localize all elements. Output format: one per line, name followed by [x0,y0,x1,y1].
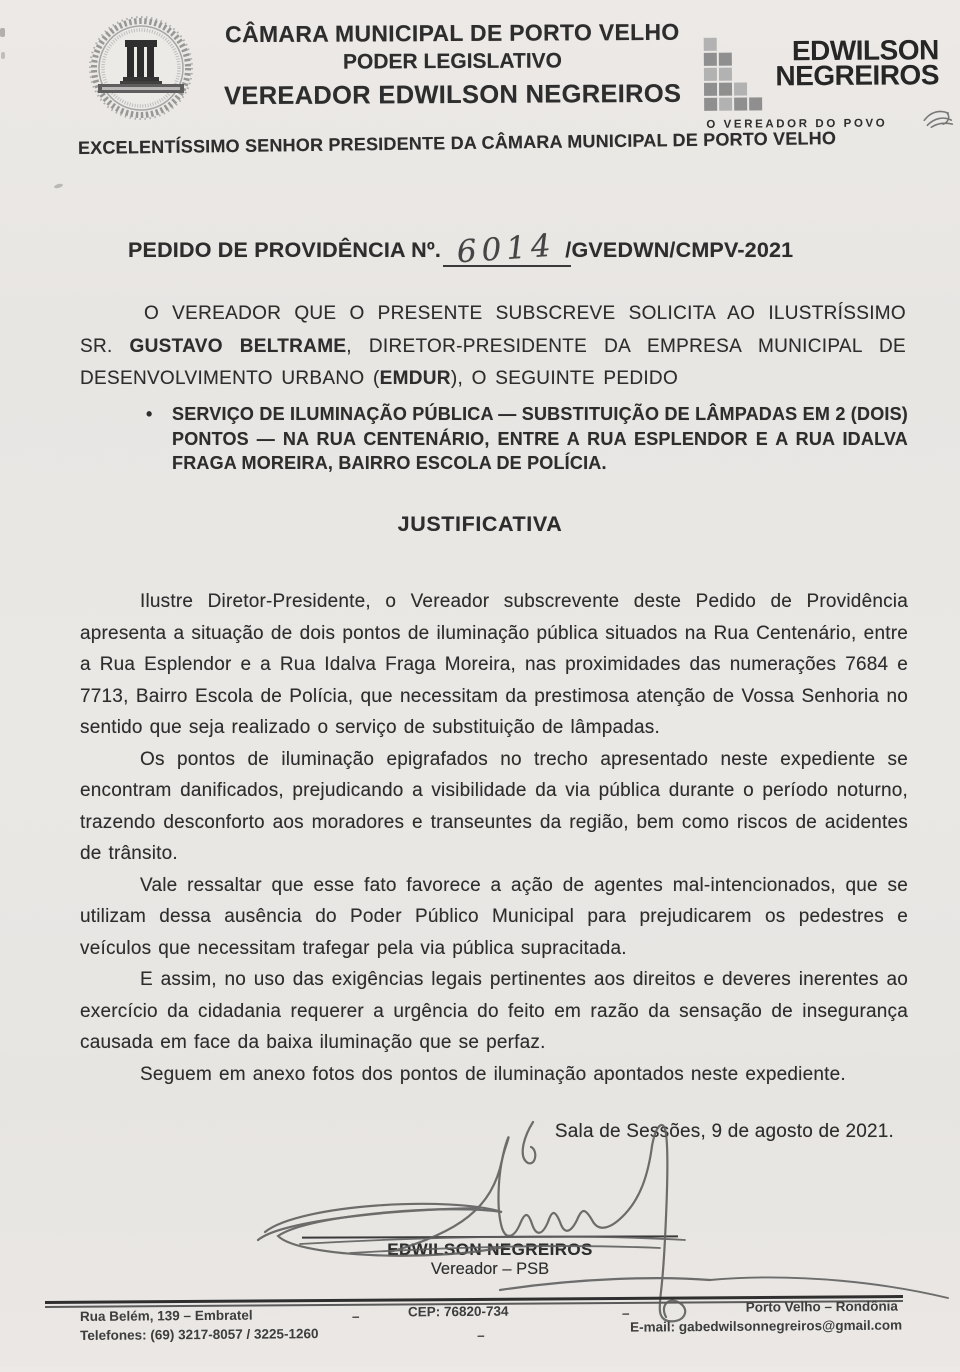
document-title [128,227,908,271]
bullet-icon: • [146,404,153,424]
footer-email: E-mail: gabedwilsonnegreiros@gmail.com [630,1317,903,1335]
logo-name [775,34,940,92]
justification-body [80,586,908,1090]
date-place-line: Sala de Sessões, 9 de agosto de 2021. [554,1121,894,1142]
letterhead [0,12,960,131]
addressee-line: EXCELENTÍSSIMO SENHOR PRESIDENTE DA CÂMARA MUNICIPAL DE PORTO VELHO [77,128,837,158]
footer-city: Porto Velho – Rondônia [745,1298,898,1315]
org-councilman: VEREADOR EDWILSON NEGREIROS [223,79,682,111]
logo-name-line2: NEGREIROS [775,59,940,92]
logo-tagline: O VEREADOR DO POVO [706,117,888,131]
intro-post: ), O SEGUINTE PEDIDO [450,368,679,389]
paragraph-3: Vale ressaltar que esse fato favorece a ação de agentes mal-intencionados, que se utilizam dessa ausência do Poder Público Municipal para prejudicarem os pedestres e veículos que necessitam trafegar pela via pública supracitada. [80,874,908,959]
bullet-text: SERVIÇO DE ILUMINAÇÃO PÚBLICA — SUBSTITUIÇÃO DE LÂMPADAS EM 2 (DOIS) PONTOS — NA RUA CENTENÁRIO, ENTRE A RUA ESPLENDOR E A RUA IDALVA FRAGA MOREIRA, BAIRRO ESCOLA DE POLÍCIA. [172,404,908,473]
scan-smudge [54,183,64,189]
request-intro-paragraph [80,298,906,396]
title-suffix: /GVEDWN/CMPV-2021 [565,238,794,262]
paragraph-1: Ilustre Diretor-Presidente, o Vereador subscrevente deste Pedido de Providência apresenta a situação de dois pontos de iluminação pública situados na Rua Centenário, entre a Rua Esplendor e a Rua Idalva Fraga Moreira, nas proximidades das numerações 7684 e 7713, Bairro Escola de Polícia, que necessitam da prestimosa atenção de Vossa Senhoria no sentido que seja realizado o serviço de substituição de lâmpadas. [80,591,908,738]
paragraph-2: Os pontos de iluminação epigrafados no trecho apresentado neste expediente se encontram danificados, prejudicando a visibilidade da via pública durante o período noturno, trazendo desconforto aos moradores e transeuntes da região, bem como riscos de acidentes de trânsito. [80,748,908,864]
handwritten-signature [240,1112,960,1372]
footer-separator: – [477,1327,485,1343]
org-title-block [205,19,700,112]
handwritten-number: 6014 [455,227,557,271]
paragraph-5: Seguem em anexo fotos dos pontos de iluminação apontados neste expediente. [140,1063,846,1085]
footer-cep: CEP: 76820-734 [407,1303,509,1320]
signer-name: EDWILSON NEGREIROS [387,1240,593,1259]
paragraph-4: E assim, no uso das exigências legais pertinentes aos direitos e deveres inerentes ao exercício da cidadania requerer a urgência do feito em razão da sensação de insegurança causada em face da baixa iluminação que se perfaz. [80,969,908,1053]
intro-pre: O VEREADOR QUE O PRESENTE SUBSCREVE SOLICITA AO ILUSTRÍSSIMO SR. [80,303,906,357]
org-branch: PODER LEGISLATIVO [342,49,563,74]
intro-emdur: EMDUR [379,368,451,389]
justification-heading: JUSTIFICATIVA [397,512,563,536]
municipal-seal-icon [85,16,197,124]
handwritten-number-field [447,227,565,271]
bar-blocks-icon [704,37,763,110]
footer-phones: Telefones: (69) 3217-8057 / 3225-1260 [80,1326,319,1343]
logo-name-line1: EDWILSON [791,34,939,67]
footer-address: Rua Belém, 139 – Embratel [79,1307,253,1324]
intro-director-name: GUSTAVO BELTRAME [129,335,347,357]
title-prefix: PEDIDO DE PROVIDÊNCIA Nº. [128,238,442,262]
dove-icon [921,106,955,137]
intro-mid: , DIRETOR-PRESIDENTE DA EMPRESA MUNICIPAL DE DESENVOLVIMENTO URBANO ( [80,335,906,389]
org-name: CÂMARA MUNICIPAL DE PORTO VELHO [225,18,680,48]
footer-separator: – [351,1308,360,1324]
request-bullet-item [146,402,908,476]
footer-separator: – [621,1305,630,1321]
signer-role: Vereador – PSB [430,1260,550,1278]
councilman-logo [702,31,948,133]
